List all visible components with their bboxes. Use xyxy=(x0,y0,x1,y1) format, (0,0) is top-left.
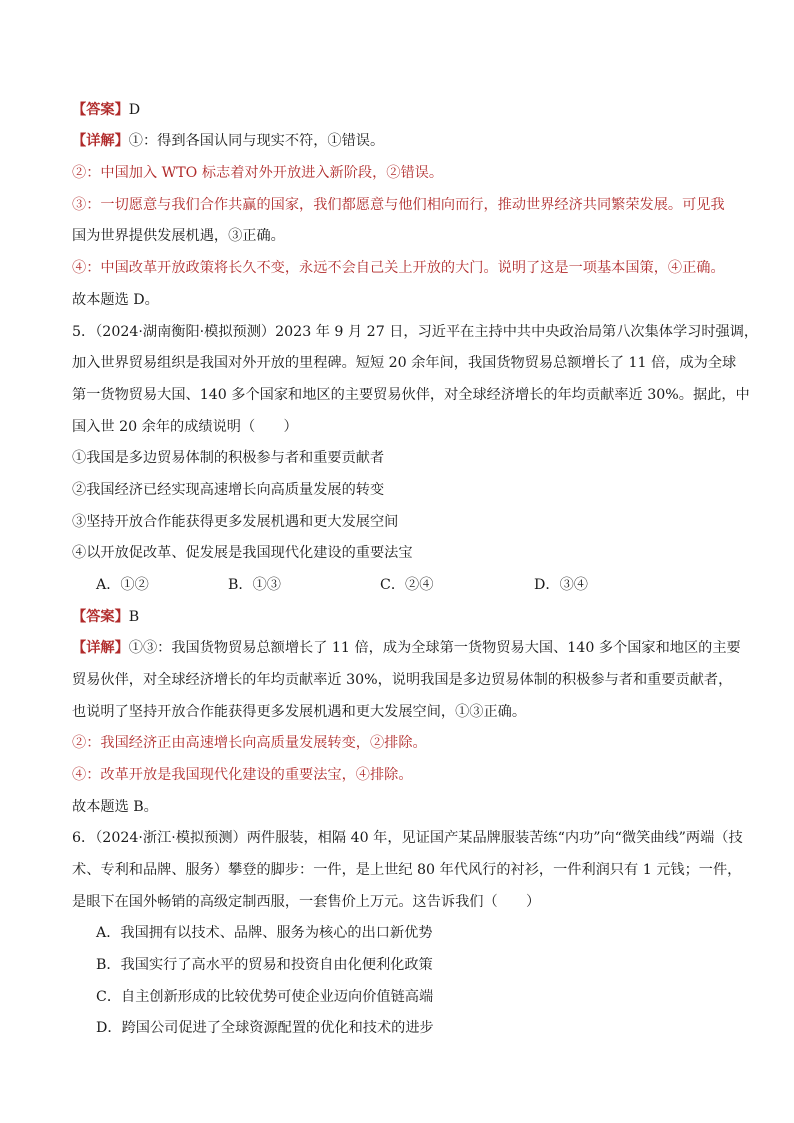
option-a: A．我国拥有以技术、品牌、服务为核心的出口新优势 xyxy=(96,925,433,941)
detail-text: ②：我国经济正由高速增长向高质量发展转变，②排除。 xyxy=(72,735,427,751)
detail-text: ①：得到各国认同与现实不符，①错误。 xyxy=(128,133,385,149)
option-b: B．①③ xyxy=(228,577,281,593)
question-stem: 是眼下在国外畅销的高级定制西服，一套售价上万元。这告诉我们（ ） xyxy=(72,894,541,910)
detail-label: 【详解】 xyxy=(72,640,129,656)
q5-answer-line xyxy=(72,607,732,627)
question-stem: 6．（2024·浙江·模拟预测）两件服装，相隔 40 年，见证国产某品牌服装苦练“内功”向“微笑曲线”两端（技 xyxy=(72,830,743,846)
answer-label: 【答案】 xyxy=(72,102,129,118)
detail-text: 也说明了坚持开放合作能获得更多发展机遇和更大发展空间，①③正确。 xyxy=(72,704,527,720)
conclusion-text: 故本题选 B。 xyxy=(72,799,158,815)
question-stem: 5．（2024·湖南衡阳·模拟预测）2023 年 9 月 27 日，习近平在主持中共中央政治局第八次集体学习时强调， xyxy=(72,324,759,340)
answer-label: 【答案】 xyxy=(72,609,129,625)
question-stem: 国入世 20 余年的成绩说明（ ） xyxy=(72,419,298,435)
option-b: B．我国实行了高水平的贸易和投资自由化便利化政策 xyxy=(96,957,433,973)
statement-item: ③坚持开放合作能获得更多发展机遇和更大发展空间 xyxy=(72,514,399,530)
question-stem: 加入世界贸易组织是我国对外开放的里程碑。短短 20 余年间，我国货物贸易总额增长了 11 倍，成为全球 xyxy=(72,355,737,371)
option-c: C．自主创新形成的比较优势可使企业迈向价值链高端 xyxy=(96,989,434,1005)
conclusion-text: 故本题选 D。 xyxy=(72,292,159,308)
detail-text: ④：中国改革开放政策将长久不变，永远不会自己关上开放的大门。说明了这是一项基本国策，④正确。 xyxy=(72,260,725,276)
q4-detail-line xyxy=(72,131,732,151)
detail-text: 贸易伙伴，对全球经济增长的年均贡献率近 30%，说明我国是多边贸易体制的积极参与者和重要贡献者， xyxy=(72,672,733,688)
q5-detail-line xyxy=(72,638,741,658)
detail-text: ②：中国加入 WTO 标志着对外开放进入新阶段，②错误。 xyxy=(72,165,444,181)
option-a: A．①② xyxy=(96,577,149,593)
detail-text: 国为世界提供发展机遇，③正确。 xyxy=(72,228,285,244)
detail-label: 【详解】 xyxy=(72,133,129,149)
detail-text: ④：改革开放是我国现代化建设的重要法宝，④排除。 xyxy=(72,767,413,783)
statement-item: ①我国是多边贸易体制的积极参与者和重要贡献者 xyxy=(72,450,385,466)
statement-item: ④以开放促改革、促发展是我国现代化建设的重要法宝 xyxy=(72,545,413,561)
option-d: D．跨国公司促进了全球资源配置的优化和技术的进步 xyxy=(96,1020,434,1036)
question-stem: 第一货物贸易大国、140 多个国家和地区的主要贸易伙伴，对全球经济增长的年均贡献率近 30%。据此，中 xyxy=(72,387,750,403)
q4-answer-line xyxy=(72,100,732,120)
answer-value: D xyxy=(128,102,141,118)
option-d: D．③④ xyxy=(534,577,588,593)
option-c: C．②④ xyxy=(380,577,434,593)
detail-text: ①③：我国货物贸易总额增长了 11 倍，成为全球第一货物贸易大国、140 多个国家和地区的主要 xyxy=(128,640,741,656)
question-stem: 术、专利和品牌、服务）攀登的脚步：一件，是上世纪 80 年代风行的衬衫，一件利润只有 1 元钱；一件， xyxy=(72,862,742,878)
detail-text: ③：一切愿意与我们合作共赢的国家，我们都愿意与他们相向而行，推动世界经济共同繁荣发展。可见我 xyxy=(72,197,725,213)
answer-value: B xyxy=(128,609,140,625)
statement-item: ②我国经济已经实现高速增长向高质量发展的转变 xyxy=(72,482,385,498)
